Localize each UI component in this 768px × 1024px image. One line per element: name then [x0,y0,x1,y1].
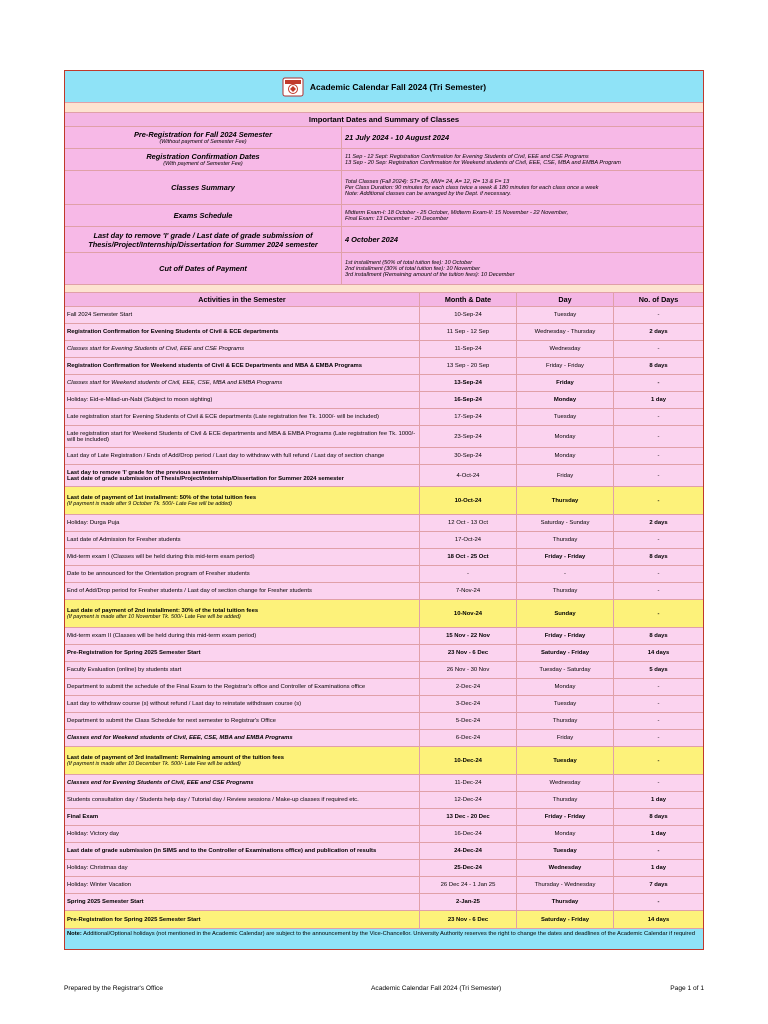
activity-text: Last date of Admission for Fresher students [67,537,181,543]
activity-cell [65,465,420,486]
summary-line: 11 Sep - 12 Sept: Registration Confirmation for Evening Students of Civil, EEE and CSE Programs [345,153,589,160]
day-cell: Sunday [517,600,614,627]
summary-row [65,227,703,253]
days-cell: - [657,610,660,617]
activity-cell [65,713,420,729]
summary-row [65,253,703,285]
activity-cell [65,730,420,746]
days-cell: - [657,899,660,905]
table-row [65,409,703,426]
summary-label [65,253,342,284]
note [65,929,703,949]
date-cell: 6-Dec-24 [420,730,517,746]
date-cell: 23-Sep-24 [420,426,517,447]
table-row [65,747,703,775]
date-cell: 16-Sep-24 [420,392,517,408]
activity-subtext: Last date of grade submission of Thesis/Project/Internship/Dissertation for Summer 2024 semester [67,475,344,482]
header-activity: Activities in the Semester [65,293,420,306]
summary-line: Midterm Exam-I: 18 October - 25 October, Midterm Exam-II: 15 November - 22 November, [345,209,569,216]
activity-text: Holiday: Christmas day [67,865,128,871]
table-row [65,645,703,662]
days-cell: - [657,497,660,504]
summary-label-text: Cut off Dates of Payment [159,264,247,273]
summary-label-text: Exams Schedule [173,211,233,220]
activity-text: Last date of payment of 1st installment: 50% of the total tuition fees [67,494,257,501]
date-cell: 26 Dec 24 - 1 Jan 25 [420,877,517,893]
day-cell: Tuesday [517,409,614,425]
day-cell: Thursday [517,894,614,910]
date-cell: 30-Sep-24 [420,448,517,464]
summary-line: 13 Sep - 20 Sep: Registration Confirmation for Weekend students of Civil, EEE, CSE, MBA and EMBA Program [345,159,621,166]
date-cell: 15 Nov - 22 Nov [420,628,517,644]
activity-text: Pre-Registration for Spring 2025 Semester Start [67,916,201,923]
activity-text: Final Exam [67,814,99,820]
day-cell: Monday [517,392,614,408]
table-row [65,375,703,392]
summary-value [342,253,703,284]
table-row [65,324,703,341]
activity-cell [65,307,420,323]
table-row [65,730,703,747]
day-cell: Wednesday [517,860,614,876]
activity-cell [65,877,420,893]
activity-text: Classes end for Evening Students of Civil, EEE and CSE Programs [67,780,254,786]
days-cell: 7 days [649,882,668,888]
summary-value [342,127,703,148]
days-cell: 1 day [650,797,667,803]
activity-cell [65,775,420,791]
days-cell: - [657,571,660,577]
date-cell: 2-Jan-25 [420,894,517,910]
activities-header [65,293,703,307]
date-cell: 12 Oct - 13 Oct [420,515,517,531]
activity-cell [65,911,420,928]
day-cell: Thursday [517,487,614,514]
activity-text: Mid-term exam I (Classes will be held during this mid-term exam period) [67,554,255,560]
day-cell: Friday [517,730,614,746]
table-row [65,860,703,877]
day-cell: Tuesday - Saturday [517,662,614,678]
days-cell: 2 days [649,520,668,526]
days-cell: 8 days [649,554,668,560]
date-cell: 17-Oct-24 [420,532,517,548]
table-row [65,696,703,713]
title-banner [65,71,703,103]
date-cell: 18 Oct - 25 Oct [420,549,517,565]
activity-text: Department to submit the Class Schedule for next semester to Registrar's Office [67,718,276,724]
summary-line: Note: Additional classes can be arranged by the Dept. if necessary. [345,190,512,197]
date-cell: 7-Nov-24 [420,583,517,599]
day-cell: Wednesday [517,775,614,791]
summary-label [65,227,342,252]
days-cell: - [657,414,660,420]
table-row [65,679,703,696]
summary-line: Total Classes (Fall 2024): ST= 25, MW= 24, A= 12, R= 13 & F= 13 [345,178,510,185]
days-cell: - [657,718,660,724]
days-cell: 8 days [649,814,668,820]
spacer [65,103,703,113]
day-cell: Friday - Friday [517,628,614,644]
summary-sublabel: (Without payment of Semester Fee) [159,139,247,145]
activity-text: Classes start for Evening Students of Civil, EEE and CSE Programs [67,346,245,352]
days-cell: - [657,472,660,479]
days-cell: 14 days [647,650,670,656]
day-cell: Friday - Friday [517,358,614,374]
activity-text: Pre-Registration for Spring 2025 Semester Start [67,650,201,656]
activity-cell [65,375,420,391]
activity-subtext: (If payment is made after 10 December Tk. 500/- Late Fee will be added) [67,760,241,767]
note-text: Additional/Optional holidays (not mentioned in the Academic Calendar) are subject to the announcement by the Vice-Chancellor. University Authority reserves the right to change the dates and deadlines of the Academic Calendar if required [81,931,695,937]
header-days: No. of Days [638,295,679,304]
activity-text: End of Add/Drop period for Fresher students / Last day of section change for Fresher students [67,588,312,594]
date-cell: 26 Nov - 30 Nov [420,662,517,678]
activity-text: Department to submit the schedule of the Final Exam to the Registrar's office and Controller of Examinations office [67,684,366,690]
summary-line: 2nd installment (30% of total tuition fee): 10 November [345,265,480,272]
activity-text: Holiday: Eid-e-Milad-un-Nabi (Subject to moon sighting) [67,397,213,403]
summary-sublabel: (With payment of Semester Fee) [163,161,243,167]
table-row [65,448,703,465]
days-cell: 2 days [649,329,668,335]
activity-cell [65,628,420,644]
day-cell: Thursday [517,792,614,808]
date-cell: 10-Dec-24 [420,747,517,774]
days-cell: 8 days [649,363,668,369]
summary-row [65,205,703,227]
activity-cell [65,392,420,408]
calendar-frame [64,70,704,950]
table-row [65,532,703,549]
day-cell: Monday [517,426,614,447]
activity-text: Classes end for Weekend students of Civil, EEE, CSE, MBA and EMBA Programs [67,735,293,741]
table-row [65,628,703,645]
day-cell: Tuesday [517,696,614,712]
days-cell: - [657,380,660,386]
activity-text: Spring 2025 Semester Start [67,899,144,905]
activity-cell [65,532,420,548]
summary-value [342,171,703,204]
activity-cell [65,549,420,565]
days-cell: - [657,453,660,459]
day-cell: Tuesday [517,843,614,859]
days-cell: - [657,588,660,594]
activity-text: Late registration start for Evening Students of Civil & ECE departments (Late registration fee Tk. 1000/- will be included) [67,414,379,420]
days-cell: - [657,848,660,854]
table-row [65,809,703,826]
table-row [65,487,703,515]
day-cell: Thursday [517,532,614,548]
summary-line: 3rd installment (Remaining amount of the tuition fees): 10 December [345,271,515,278]
day-cell: Saturday - Friday [517,911,614,928]
activity-text: Students consultation day / Students help day / Tutorial day / Review sessions / Make-up classes if required etc. [67,797,359,803]
day-cell: Thursday - Wednesday [517,877,614,893]
days-cell: 14 days [647,916,670,923]
activities-table [65,307,703,929]
activity-text: Faculty Evaluation (online) by students start [67,667,182,673]
header-date: Month & Date [420,293,517,306]
activity-cell [65,426,420,447]
activity-cell [65,826,420,842]
summary-label-text: Classes Summary [171,183,235,192]
summary-value [342,149,703,170]
days-cell: 1 day [650,865,667,871]
footer-left: Prepared by the Registrar's Office [64,985,163,992]
summary-label [65,149,342,170]
activity-cell [65,324,420,340]
table-row [65,894,703,911]
activity-text: Holiday: Victory day [67,831,119,837]
date-cell: 11 Sep - 12 Sep [420,324,517,340]
date-cell: 12-Dec-24 [420,792,517,808]
table-row [65,775,703,792]
activity-text: Mid-term exam II (Classes will be held during this mid-term exam period) [67,633,257,639]
day-cell: Saturday - Sunday [517,515,614,531]
activity-cell [65,696,420,712]
days-cell: - [657,312,660,318]
activity-cell [65,358,420,374]
days-cell: - [657,780,660,786]
date-cell: 5-Dec-24 [420,713,517,729]
table-row [65,662,703,679]
table-row [65,877,703,894]
day-cell: - [517,566,614,582]
header-day: Day [517,293,614,306]
summary-label-text: Registration Confirmation Dates [146,152,260,161]
days-cell: - [657,701,660,707]
summary-line: 4 October 2024 [345,235,398,244]
table-row [65,515,703,532]
summary-label [65,127,342,148]
day-cell: Friday - Friday [517,809,614,825]
activity-text: Last date of payment of 2nd installment: 30% of the total tuition fees [67,607,259,614]
days-cell: - [657,346,660,352]
table-row [65,465,703,487]
date-cell: 2-Dec-24 [420,679,517,695]
table-row [65,600,703,628]
table-row [65,566,703,583]
footer-center: Academic Calendar Fall 2024 (Tri Semester) [371,985,502,992]
table-row [65,426,703,448]
day-cell: Tuesday [517,307,614,323]
activity-cell [65,809,420,825]
table-row [65,826,703,843]
note-label: Note: [67,931,82,937]
date-cell: 3-Dec-24 [420,696,517,712]
date-cell: 10-Oct-24 [420,487,517,514]
page-title: Academic Calendar Fall 2024 (Tri Semester) [309,81,487,92]
activity-text: Fall 2024 Semester Start [67,312,133,318]
important-dates-title: Important Dates and Summary of Classes [65,113,703,127]
date-cell: 4-Oct-24 [420,465,517,486]
day-cell: Wednesday - Thursday [517,324,614,340]
day-cell: Wednesday [517,341,614,357]
date-cell: 23 Nov - 6 Dec [420,911,517,928]
activity-text: Late registration start for Weekend Students of Civil & ECE departments and MBA & EMBA Programs (Late registration fee Tk. 1000/- will be included) [67,430,416,443]
days-cell: 1 day [650,831,667,837]
activity-subtext: (If payment is made after 10 November Tk. 500/- Late Fee will be added) [67,613,241,620]
date-cell: 16-Dec-24 [420,826,517,842]
activity-text: Classes start for Weekend students of Civil, EEE, CSE, MBA and EMBA Programs [67,380,283,386]
days-cell: 1 day [650,397,667,403]
spacer [65,285,703,293]
date-cell: 24-Dec-24 [420,843,517,859]
table-row [65,341,703,358]
activity-cell [65,662,420,678]
table-row [65,911,703,929]
days-cell: - [657,757,660,764]
summary-label [65,171,342,204]
day-cell: Friday [517,465,614,486]
date-cell: 25-Dec-24 [420,860,517,876]
summary-section [65,127,703,285]
date-cell: 13-Sep-24 [420,375,517,391]
activity-cell [65,341,420,357]
activity-cell [65,894,420,910]
activity-text: Last day to withdraw course (s) without refund / Last day to reinstate withdrawn course (s) [67,701,302,707]
activity-cell [65,860,420,876]
table-row [65,792,703,809]
summary-value [342,205,703,226]
table-row [65,843,703,860]
activity-text: Last day to remove 'I' grade for the previous semester [67,469,219,476]
activity-text: Last date of payment of 3rd installment: Remaining amount of the tuition fees [67,754,284,761]
days-cell: - [657,684,660,690]
days-cell: - [657,735,660,741]
summary-line: 21 July 2024 - 10 August 2024 [345,133,450,142]
summary-label-text: Last day to remove 'I' grade / Last date of grade submission of Thesis/Project/Internship/Dissertation for Summer 2024 semester [88,230,318,249]
activity-cell [65,448,420,464]
day-cell: Friday - Friday [517,549,614,565]
activity-cell [65,679,420,695]
date-cell: 13 Sep - 20 Sep [420,358,517,374]
day-cell: Monday [517,826,614,842]
activity-cell [65,583,420,599]
date-cell: 23 Nov - 6 Dec [420,645,517,661]
summary-row [65,171,703,205]
days-cell: - [657,537,660,543]
summary-row [65,127,703,149]
summary-label-text: Pre-Registration for Fall 2024 Semester [133,130,272,139]
date-cell: - [420,566,517,582]
footer-right: Page 1 of 1 [670,985,704,992]
activity-cell [65,747,420,774]
summary-value [342,227,703,252]
activity-cell [65,600,420,627]
activity-subtext: (If payment is made after 9 October Tk. 500/- Late Fee will be added) [67,500,233,507]
activity-text: Holiday: Winter Vacation [67,882,132,888]
day-cell: Thursday [517,713,614,729]
day-cell: Friday [517,375,614,391]
date-cell: 13 Dec - 20 Dec [420,809,517,825]
table-row [65,358,703,375]
date-cell: 10-Sep-24 [420,307,517,323]
university-logo-icon [282,77,304,97]
activity-cell [65,792,420,808]
summary-line: Final Exam: 13 December - 20 December [345,215,449,222]
table-row [65,583,703,600]
days-cell: - [657,433,660,440]
date-cell: 11-Dec-24 [420,775,517,791]
day-cell: Saturday - Friday [517,645,614,661]
activity-text: Last day of Late Registration / Ends of Add/Drop period / Last day to withdraw with full refund / Last day of section change [67,453,385,459]
date-cell: 17-Sep-24 [420,409,517,425]
activity-text: Registration Confirmation for Evening Students of Civil & ECE departments [67,329,279,335]
day-cell: Monday [517,679,614,695]
table-row [65,307,703,324]
summary-row [65,149,703,171]
table-row [65,713,703,730]
summary-line: Per Class Duration: 90 minutes for each class twice a week & 180 minutes for each class once a week [345,184,599,191]
activity-cell [65,843,420,859]
activity-cell [65,566,420,582]
summary-line: 1st installment (50% of total tuition fee): 10 October [345,259,473,266]
day-cell: Monday [517,448,614,464]
activity-text: Date to be announced for the Orientation program of Fresher students [67,571,250,577]
activity-text: Registration Confirmation for Weekend students of Civil & ECE Departments and MBA & EMBA Programs [67,363,363,369]
days-cell: 5 days [649,667,668,673]
date-cell: 11-Sep-24 [420,341,517,357]
day-cell: Tuesday [517,747,614,774]
day-cell: Thursday [517,583,614,599]
summary-label [65,205,342,226]
table-row [65,392,703,409]
days-cell: 8 days [649,633,668,639]
date-cell: 10-Nov-24 [420,600,517,627]
activity-cell [65,645,420,661]
activity-text: Holiday: Durga Puja [67,520,120,526]
activity-cell [65,487,420,514]
activity-cell [65,515,420,531]
table-row [65,549,703,566]
activity-text: Last date of grade submission (in SIMS and to the Controller of Examinations office) and publication of results [67,848,377,854]
activity-cell [65,409,420,425]
